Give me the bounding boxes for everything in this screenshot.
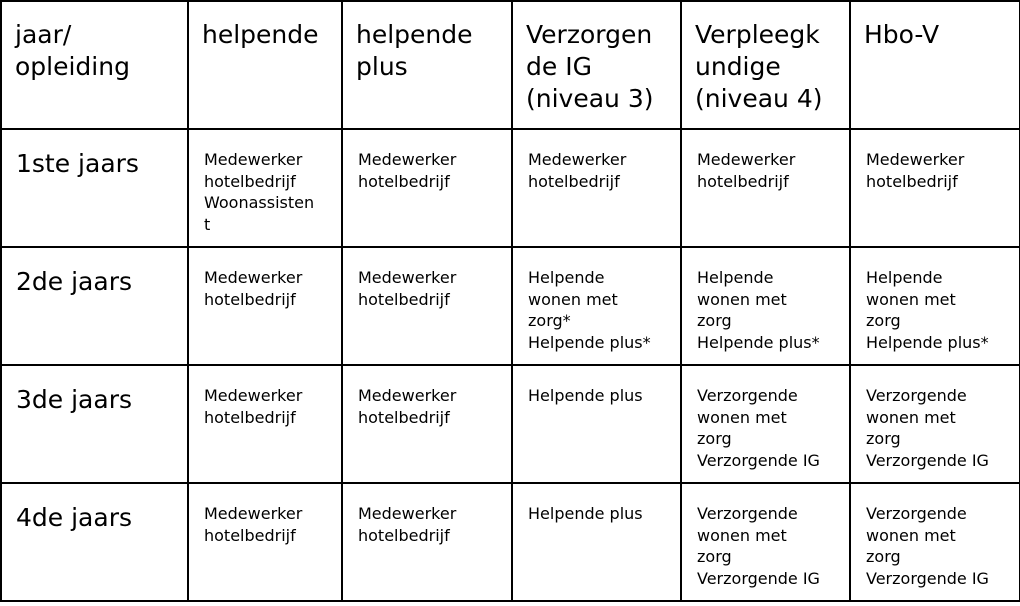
table-header-row: [1, 1, 1020, 129]
table-cell: Helpende wonen met zorg Helpende plus*: [681, 247, 850, 365]
table-cell: Helpende plus: [512, 365, 681, 483]
row-year-label: 1ste jaars: [1, 129, 188, 247]
table-cell: Medewerker hotelbedrijf: [188, 483, 342, 601]
row-year-label: 4de jaars: [1, 483, 188, 601]
table-cell: Medewerker hotelbedrijf Woonassisten t: [188, 129, 342, 247]
table-row: [1, 247, 1020, 365]
table-cell: Medewerker hotelbedrijf: [342, 129, 512, 247]
header-helpende-plus: helpende plus: [342, 1, 512, 129]
table-cell: Verzorgende wonen met zorg Verzorgende IG: [681, 483, 850, 601]
table-cell: Medewerker hotelbedrijf: [342, 483, 512, 601]
row-year-label: 2de jaars: [1, 247, 188, 365]
table-cell: Medewerker hotelbedrijf: [681, 129, 850, 247]
table-cell: Helpende wonen met zorg Helpende plus*: [850, 247, 1020, 365]
header-helpende: helpende: [188, 1, 342, 129]
table-cell: Verzorgende wonen met zorg Verzorgende IG: [681, 365, 850, 483]
table-cell: Verzorgende wonen met zorg Verzorgende IG: [850, 483, 1020, 601]
header-verpleegkundige: Verpleegk undige (niveau 4): [681, 1, 850, 129]
table-cell: Medewerker hotelbedrijf: [188, 247, 342, 365]
table-row: [1, 365, 1020, 483]
table-cell: Medewerker hotelbedrijf: [512, 129, 681, 247]
table-cell: Medewerker hotelbedrijf: [850, 129, 1020, 247]
table-cell: Medewerker hotelbedrijf: [342, 247, 512, 365]
table-cell: Helpende plus: [512, 483, 681, 601]
table-cell: Medewerker hotelbedrijf: [188, 365, 342, 483]
header-hbo-v: Hbo-V: [850, 1, 1020, 129]
table-row: [1, 129, 1020, 247]
table-row: [1, 483, 1020, 601]
header-verzorgende-ig: Verzorgen de IG (niveau 3): [512, 1, 681, 129]
row-year-label: 3de jaars: [1, 365, 188, 483]
table-cell: Medewerker hotelbedrijf: [342, 365, 512, 483]
table-cell: Helpende wonen met zorg* Helpende plus*: [512, 247, 681, 365]
header-year-education: jaar/ opleiding: [1, 1, 188, 129]
table-cell: Verzorgende wonen met zorg Verzorgende IG: [850, 365, 1020, 483]
